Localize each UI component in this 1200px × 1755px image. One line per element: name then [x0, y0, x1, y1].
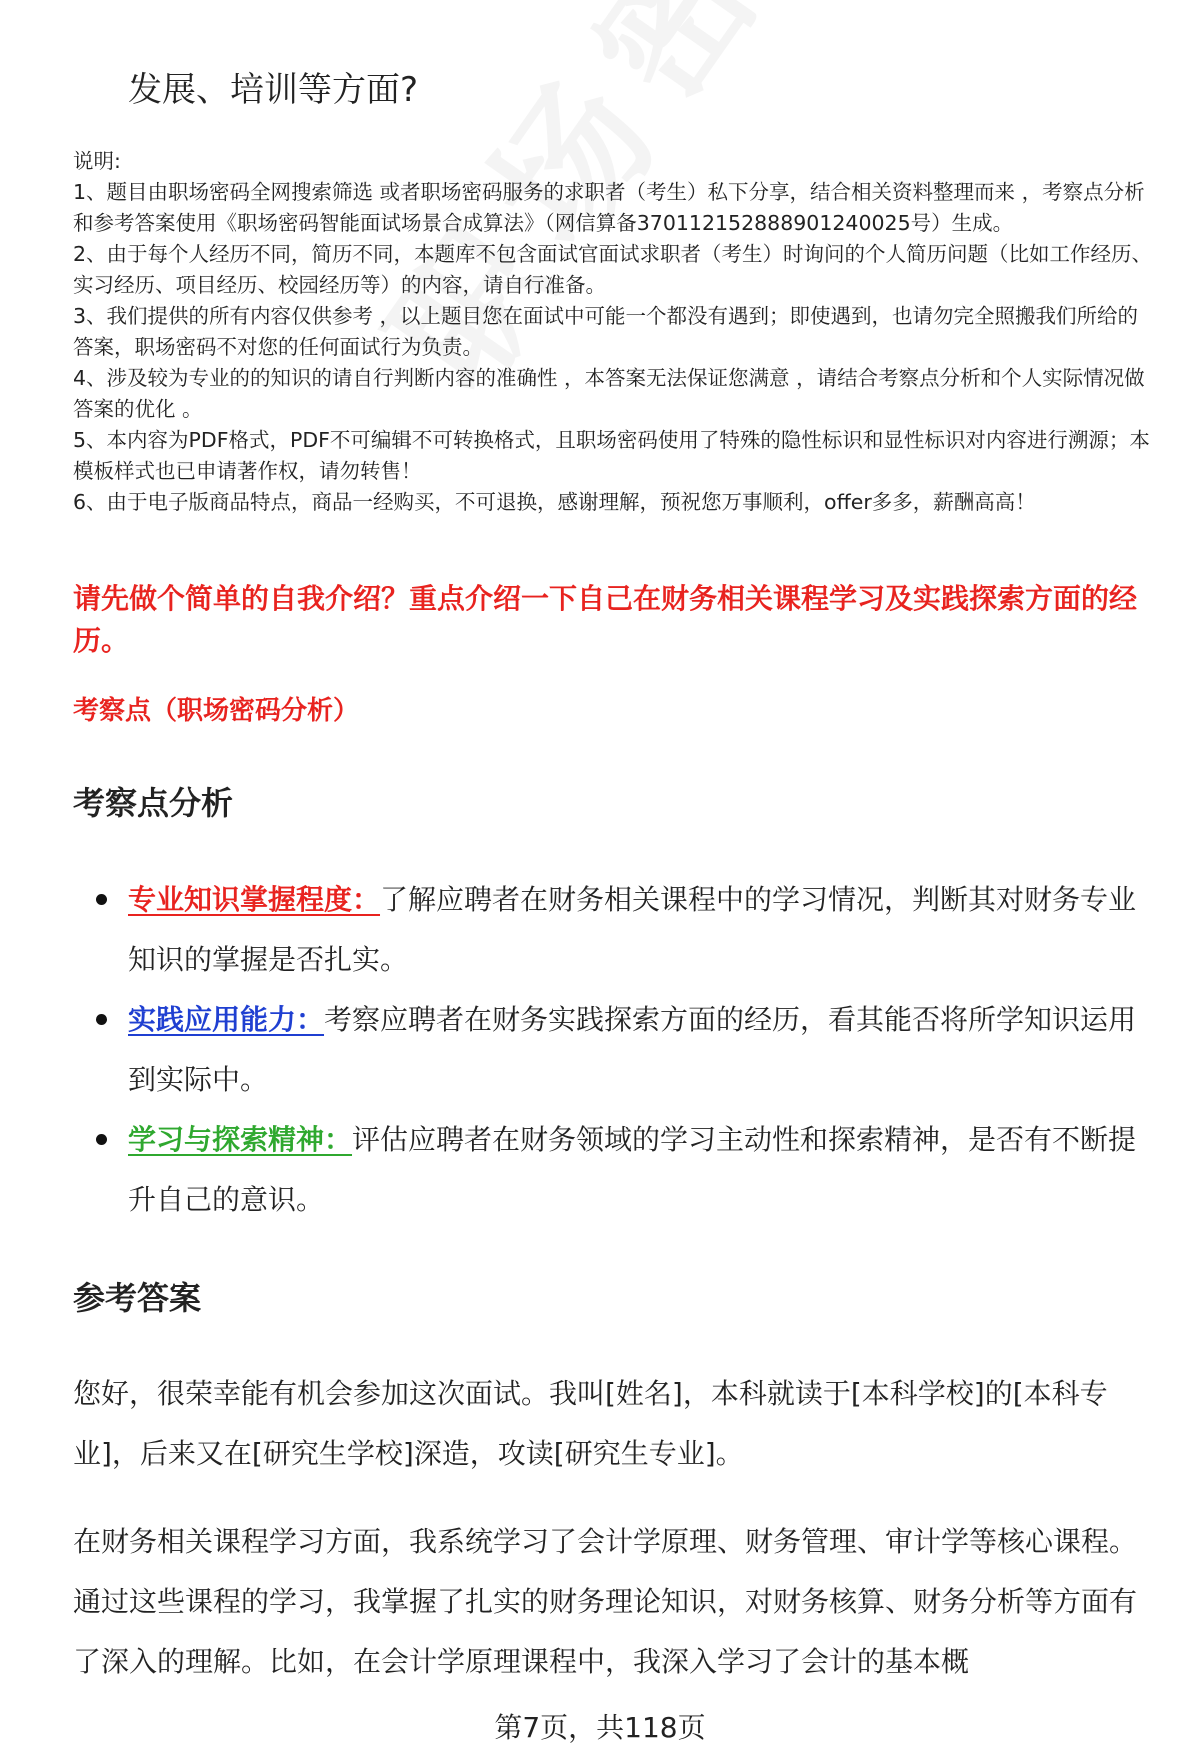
analysis-text: 了解应聘者在财务相关课程中的学习情况，判断其对财务专业知识的掌握是否扎实。 [128, 883, 1137, 976]
point-title: 考察点（职场密码分析） [73, 696, 360, 726]
bullet-icon [96, 1014, 107, 1025]
note-item: 3、我们提供的所有内容仅供参考 ，以上题目您在面试中可能一个都没有遇到；即使遇到，也请勿完全照搬我们所给的答案，职场密码不对您的任何面试行为负责。 [73, 304, 1139, 359]
previous-question-fragment: 发展、培训等方面? [128, 70, 419, 110]
interview-question: 请先做个简单的自我介绍？重点介绍一下自己在财务相关课程学习及实践探索方面的经历。 [73, 582, 1138, 657]
analysis-item [96, 990, 1156, 1110]
answer-heading: 参考答案 [73, 1279, 202, 1317]
analysis-label: 专业知识掌握程度： [128, 883, 381, 916]
note-item: 6、由于电子版商品特点，商品一经购买，不可退换，感谢理解，预祝您万事顺利，offer多多，薪酬高高！ [73, 490, 1036, 514]
notes-section [73, 146, 1153, 518]
analysis-item [96, 870, 1156, 990]
analysis-label: 实践应用能力： [128, 1003, 325, 1036]
note-item: 4、涉及较为专业的的知识的请自行判断内容的准确性 ，本答案无法保证您满意 ，请结合考察点分析和个人实际情况做答案的优化 。 [73, 366, 1145, 421]
note-item: 1、题目由职场密码全网搜索筛选 或者职场密码服务的求职者（考生）私下分享，结合相关资料整理而来 ，考察点分析和参考答案使用《职场密码智能面试场景合成算法》（网信算备370112152888901240025号）生成。 [73, 180, 1145, 235]
analysis-label: 学习与探索精神： [128, 1123, 353, 1156]
analysis-text: 考察应聘者在财务实践探索方面的经历，看其能否将所学知识运用到实际中。 [128, 1003, 1137, 1096]
page-number: 第7页，共118页 [494, 1711, 706, 1744]
note-item: 2、由于每个人经历不同，简历不同，本题库不包含面试官面试求职者（考生）时询问的个人简历问题（比如工作经历、实习经历、项目经历、校园经历等）的内容，请自行准备。 [73, 242, 1153, 297]
notes-title: 说明: [73, 149, 121, 173]
bullet-icon [96, 1134, 107, 1145]
note-item: 5、本内容为PDF格式，PDF不可编辑不可转换格式，且职场密码使用了特殊的隐性标识和显性标识对内容进行溯源；本模板样式也已申请著作权，请勿转售！ [73, 428, 1150, 483]
answer-body [73, 1364, 1153, 1720]
bullet-icon [96, 894, 107, 905]
analysis-heading: 考察点分析 [73, 784, 234, 822]
analysis-text: 评估应聘者在财务领域的学习主动性和探索精神，是否有不断提升自己的意识。 [128, 1123, 1137, 1216]
analysis-list [96, 870, 1156, 1230]
analysis-item [96, 1110, 1156, 1230]
answer-paragraph: 在财务相关课程学习方面，我系统学习了会计学原理、财务管理、审计学等核心课程。通过这些课程的学习，我掌握了扎实的财务理论知识，对财务核算、财务分析等方面有了深入的理解。比如，在会计学原理课程中，我深入学习了会计的基本概 [73, 1525, 1138, 1678]
answer-paragraph: 您好，很荣幸能有机会参加这次面试。我叫[姓名]，本科就读于[本科学校]的[本科专业]，后来又在[研究生学校]深造，攻读[研究生专业]。 [73, 1377, 1108, 1470]
